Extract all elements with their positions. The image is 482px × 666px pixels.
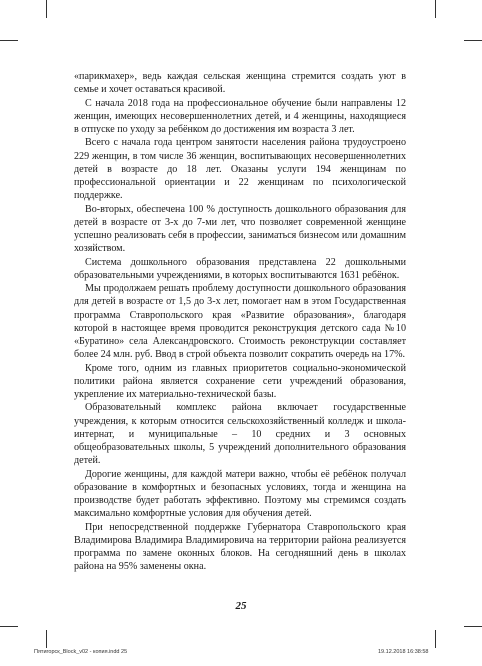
body-text	[74, 70, 406, 574]
paragraph: Дорогие женщины, для каждой матери важно, чтобы её ребёнок получал образование в комфортных и безопасных условиях, тогда и женщина на производстве будет работать эффективно. Поэтому мы стремимся создать максимально комфортные условия для обучения детей.	[74, 468, 406, 520]
paragraph: Мы продолжаем решать проблему доступности дошкольного образования для детей в возрасте от 1,5 до 3-х лет, помогает нам в этом Государственная программа Ставропольского края «Развитие образования», благодаря которой в настоящее время проводится реконструкция детского сада №10 «Буратино» села Александровского. Стоимость реконструкции составляет более 24 млн. руб. Ввод в строй объекта позволит сократить очередь на 17%.	[74, 283, 406, 361]
paragraph: Всего с начала года центром занятости населения района трудоустроено 229 женщин, в том числе 36 женщин, воспитывающих несовершеннолетних детей в возрасте до 18 лет. Оказаны услуги 194 женщинам по профессиональной ориентации и 22 женщинам по психологической поддержке.	[74, 137, 406, 202]
crop-mark	[46, 0, 47, 18]
paragraph: «парикмахер», ведь каждая сельская женщина стремится создать уют в семье и хочет оставаться красивой.	[74, 71, 406, 96]
crop-mark	[0, 40, 18, 41]
paragraph: С начала 2018 года на профессиональное обучение были направлены 12 женщин, имеющих несовершеннолетних детей, и 4 женщины, находящиеся в отпуске по уходу за ребёнком до достижения им возраста 3 лет.	[74, 97, 406, 135]
crop-mark	[464, 626, 482, 627]
crop-mark	[0, 626, 18, 627]
crop-mark	[435, 0, 436, 18]
crop-mark	[464, 40, 482, 41]
paragraph: Система дошкольного образования представлена 22 дошкольными образовательными учреждениями, в которых воспитываются 1631 ребёнок.	[74, 256, 406, 281]
paragraph: Образовательный комплекс района включает государственные учреждения, к которым относится сельскохозяйственный колледж и школа-интернат, и муниципальные – 10 средних и 3 основных общеобразовательных школы, 5 учреждений дополнительного образования детей.	[74, 402, 406, 467]
paragraph: Во-вторых, обеспечена 100 % доступность дошкольного образования для детей в возрасте от 3-х до 7-ми лет, что позволяет современной женщине успешно реализовать себя в профессии, заниматься бизнесом или домашним хозяйством.	[74, 203, 406, 255]
crop-mark	[435, 630, 436, 648]
paragraph: При непосредственной поддержке Губернатора Ставропольского края Владимирова Владимира Владимировича на территории района реализуется программа по замене оконных блоков. На сегодняшний день в школах района на 95% заменены окна.	[74, 521, 406, 573]
page-number: 25	[235, 600, 247, 612]
slug-timestamp: 19.12.2018 16:38:58	[378, 649, 429, 655]
slug-file: Пятигорск_Block_v02 - копия.indd 25	[34, 649, 128, 655]
paragraph: Кроме того, одним из главных приоритетов социально-экономической политики района является сохранение сети учреждений образования, укрепление их материально-технической базы.	[74, 362, 406, 400]
crop-mark	[46, 630, 47, 648]
